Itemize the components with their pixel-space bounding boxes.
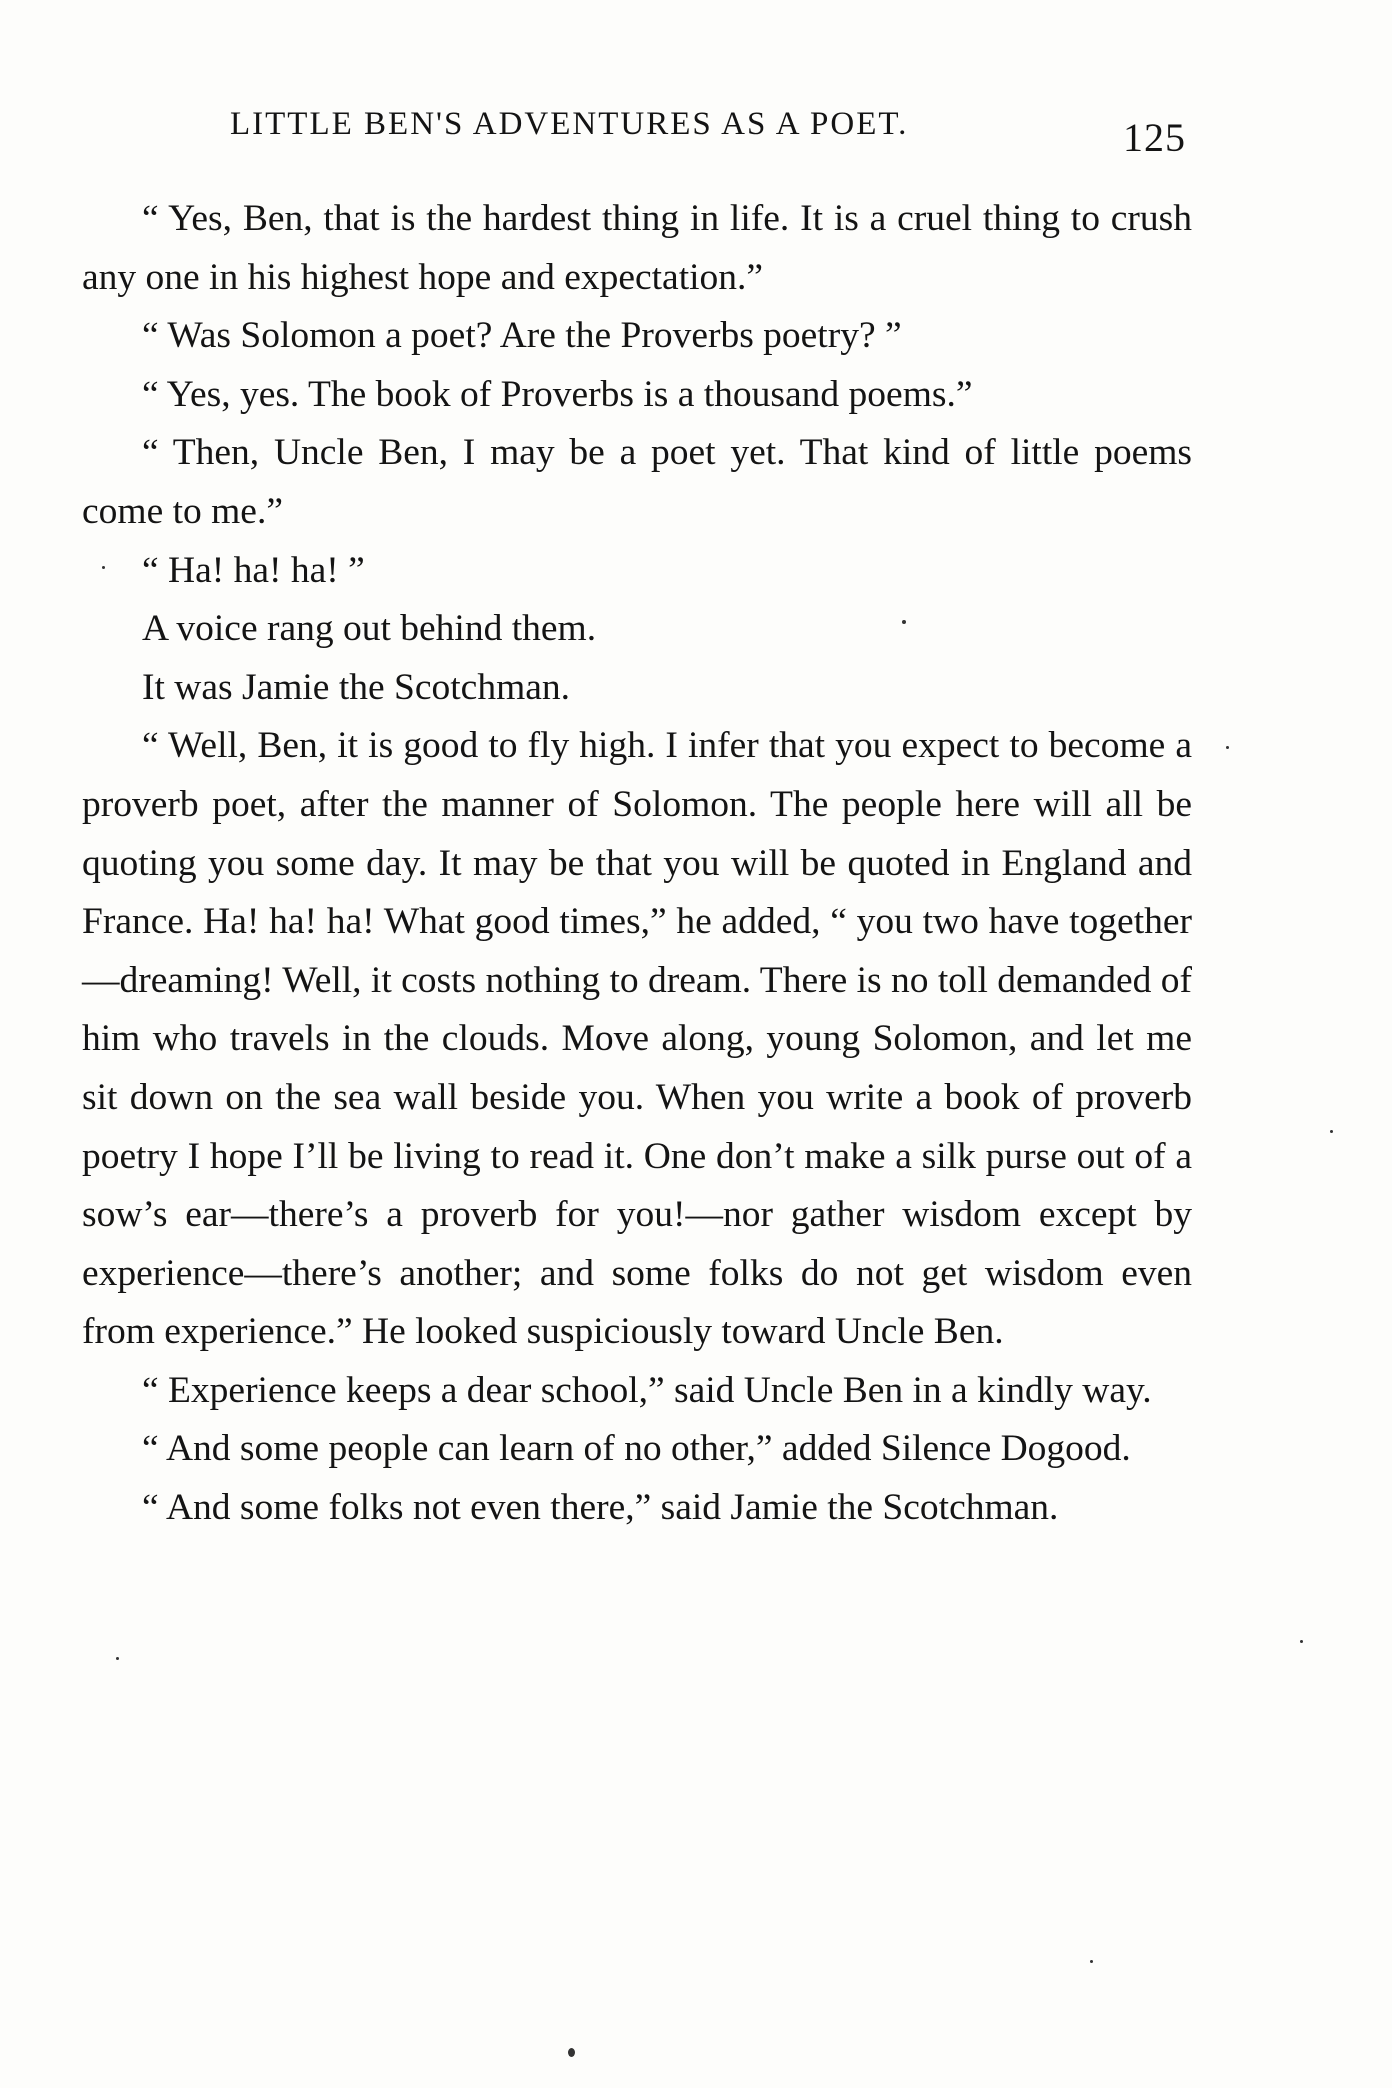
paragraph: “ Then, Uncle Ben, I may be a poet yet. That kind of little poems come to me.” [82,432,1192,532]
paragraph: “ Experience keeps a dear school,” said Uncle Ben in a kindly way. [142,1369,1152,1411]
paragraph: “ Yes, Ben, that is the hardest thing in life. It is a cruel thing to crush any one in his highest hope and expectation.” [82,198,1192,298]
paragraph: “ And some folks not even there,” said Jamie the Scotchman. [142,1487,1059,1529]
scan-speck [568,2048,575,2057]
paragraph: “ And some people can learn of no other,” added Silence Dogood. [142,1428,1131,1470]
paragraph: “ Was Solomon a poet? Are the Proverbs poetry? ” [142,315,902,357]
running-title: LITTLE BEN'S ADVENTURES AS A POET. [230,106,909,142]
paragraph: “ Well, Ben, it is good to fly high. I infer that you expect to become a proverb poet, after the manner of Solomon. The people here will all be quoting you some day. It may be that you will be quoted in England and France. Ha! ha! ha! What good times,” he added, “ you two have together—dreaming! Well, it costs nothing to dream. There is no toll demanded of him who travels in the clouds. Move along, young Solomon, and let me sit down on the sea wall beside you. When you write a book of proverb poetry I hope I’ll be living to read it. One don’t make a silk purse out of a sow’s ear—there’s a proverb for you!—nor gather wisdom except by experience—there’s another; and some folks do not get wisdom even from experience.” He looked suspiciously toward Uncle Ben. [82,725,1192,1353]
scan-speck [902,620,906,624]
scan-speck [116,1657,119,1660]
page-number: 125 [1123,115,1186,160]
scan-speck [1090,1960,1093,1963]
body-text [82,190,1192,1538]
paragraph: “ Ha! ha! ha! ” [142,549,365,591]
paragraph: “ Yes, yes. The book of Proverbs is a thousand poems.” [142,373,973,415]
scan-speck [102,566,105,569]
running-head [80,106,1192,162]
scan-speck [1300,1640,1303,1643]
paragraph: It was Jamie the Scotchman. [142,666,571,708]
scan-speck [1330,1130,1333,1133]
scan-speck [1226,746,1229,749]
paragraph: A voice rang out behind them. [142,608,597,650]
